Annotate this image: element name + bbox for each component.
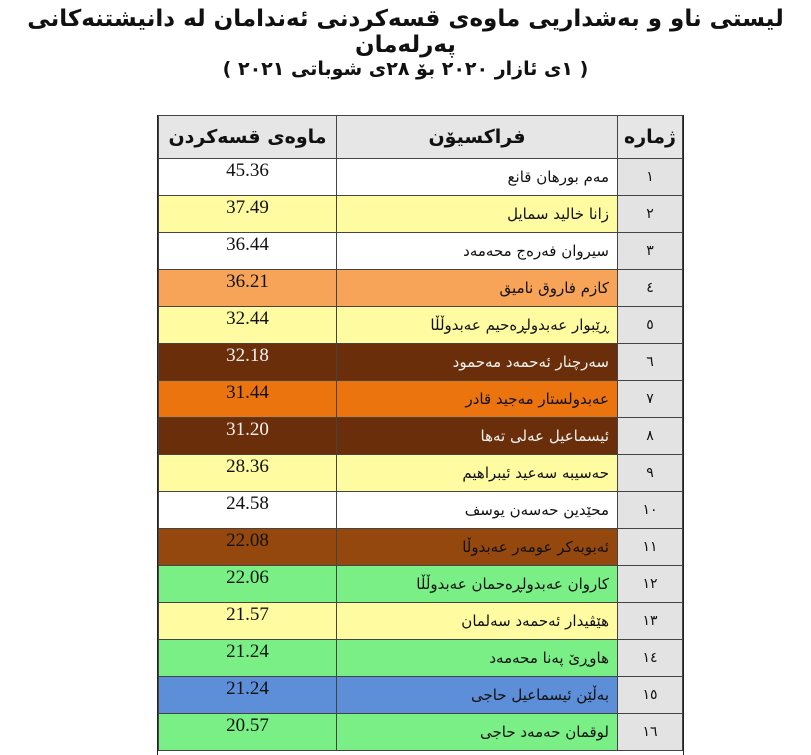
row-number-cell: ١٣	[618, 603, 683, 640]
member-name-cell: زانا خالید سمایل	[337, 196, 618, 233]
row-number-cell: ٦	[618, 344, 683, 381]
speaking-time-cell: 28.36	[159, 455, 337, 492]
speaking-time-cell: 36.44	[159, 233, 337, 270]
member-name-cell: بەڵێن ئیسماعیل حاجی	[337, 677, 618, 714]
member-name-cell: ڕێبوار عەبدولڕەحیم عەبدوڵڵا	[337, 307, 618, 344]
page-title: لیستی ناو و بەشداریی ماوەی قسەکردنی ئەندامان لە دانیشتنەکانی پەرلەمان	[27, 6, 784, 58]
speaking-time-cell: 31.20	[159, 418, 337, 455]
member-name-cell: حەسیبە سەعید ئیبراهیم	[337, 455, 618, 492]
table-row	[159, 344, 683, 381]
row-number-cell: ١٤	[618, 640, 683, 677]
member-name-cell: مەم بورهان قانع	[337, 159, 618, 196]
member-name-cell: هاوڕێ پەنا محەمەد	[337, 640, 618, 677]
row-number-cell: ٢	[618, 196, 683, 233]
speaking-time-cell: 24.58	[159, 492, 337, 529]
row-number-cell: ٨	[618, 418, 683, 455]
row-number-cell: ١١	[618, 529, 683, 566]
row-number-cell: ٥	[618, 307, 683, 344]
member-name-cell: عەبدولستار مەجید قادر	[337, 381, 618, 418]
speaking-time-cell: 36.21	[159, 270, 337, 307]
member-name-cell: ئەبوبەکر عومەر عەبدوڵا	[337, 529, 618, 566]
row-number-cell: ١٦	[618, 714, 683, 751]
speaking-time-cell: 21.24	[159, 677, 337, 714]
row-number-cell: ١٥	[618, 677, 683, 714]
speaking-time-cell: 22.06	[159, 566, 337, 603]
table-row	[159, 270, 683, 307]
column-header-time: ماوەی قسەکردن	[159, 116, 337, 159]
speaking-time-cell: 32.44	[159, 307, 337, 344]
page-subtitle: ( ١ی ئازار ٢٠٢٠ بۆ ٢٨ی شوباتی ٢٠٢١ )	[222, 58, 589, 80]
table-row	[159, 418, 683, 455]
table-row	[159, 196, 683, 233]
member-name-cell: سەرچنار ئەحمەد مەحمود	[337, 344, 618, 381]
table-row	[159, 381, 683, 418]
speaking-time-cell: 37.49	[159, 196, 337, 233]
speaking-time-cell: 45.36	[159, 159, 337, 196]
table-row	[159, 492, 683, 529]
row-number-cell: ١	[618, 159, 683, 196]
table-row	[159, 159, 683, 196]
speaking-time-cell: 22.08	[159, 529, 337, 566]
speaking-time-table	[158, 115, 683, 751]
table-row	[159, 566, 683, 603]
row-number-cell: ١٢	[618, 566, 683, 603]
row-number-cell: ٣	[618, 233, 683, 270]
table-row	[159, 603, 683, 640]
speaking-time-cell: 20.57	[159, 714, 337, 751]
table-header-row	[159, 116, 683, 159]
table-row	[159, 307, 683, 344]
table-row	[159, 640, 683, 677]
member-name-cell: ئیسماعیل عەلی تەها	[337, 418, 618, 455]
member-name-cell: کاروان عەبدولڕەحمان عەبدوڵڵا	[337, 566, 618, 603]
speaking-time-cell: 32.18	[159, 344, 337, 381]
table-row	[159, 455, 683, 492]
member-name-cell: هێڤیدار ئەحمەد سەلمان	[337, 603, 618, 640]
table-row	[159, 714, 683, 751]
speaking-time-cell: 31.44	[159, 381, 337, 418]
member-name-cell: محێدین حەسەن یوسف	[337, 492, 618, 529]
speaking-time-cell: 21.24	[159, 640, 337, 677]
row-number-cell: ١٠	[618, 492, 683, 529]
member-name-cell: کازم فاروق نامیق	[337, 270, 618, 307]
column-header-fraction: فراکسیۆن	[337, 116, 618, 159]
table-row	[159, 233, 683, 270]
member-name-cell: سیروان فەرەج محەمەد	[337, 233, 618, 270]
member-name-cell: لوقمان حەمەد حاجی	[337, 714, 618, 751]
table-row	[159, 529, 683, 566]
column-header-number: ژمارە	[618, 116, 683, 159]
speaking-time-cell: 21.57	[159, 603, 337, 640]
table-row	[159, 677, 683, 714]
row-number-cell: ٧	[618, 381, 683, 418]
row-number-cell: ٩	[618, 455, 683, 492]
row-number-cell: ٤	[618, 270, 683, 307]
